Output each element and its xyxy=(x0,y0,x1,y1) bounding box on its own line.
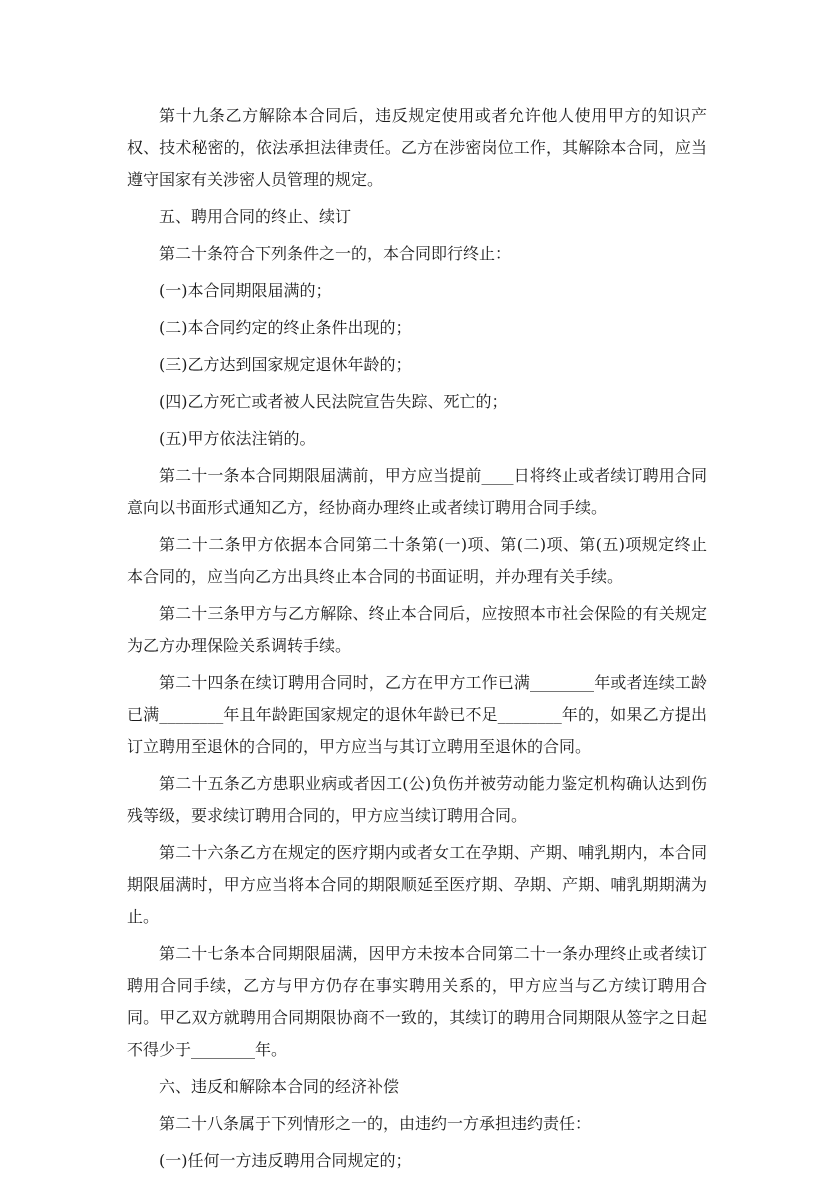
clause-24: 第二十四条在续订聘用合同时，乙方在甲方工作已满________年或者连续工龄已满________年且年龄距国家规定的退休年龄已不足________年的，如果乙方提出订立聘用至退休的合同的，甲方应当与其订立聘用至退休的合同。 xyxy=(127,673,707,756)
clause-27: 第二十七条本合同期限届满，因甲方未按本合同第二十一条办理终止或者续订聘用合同手续，乙方与甲方仍存在事实聘用关系的，甲方应当与乙方续订聘用合同。甲乙双方就聘用合同期限协商不一致的，其续订的聘用合同期限从签字之日起不得少于________年。 xyxy=(127,944,707,1059)
clause-20: 第二十条符合下列条件之一的，本合同即行终止： xyxy=(159,244,512,263)
clause-28: 第二十八条属于下列情形之一的，由违约一方承担违约责任： xyxy=(159,1114,592,1133)
clause-19: 第十九条乙方解除本合同后，违反规定使用或者允许他人使用甲方的知识产权、技术秘密的，依法承担法律责任。乙方在涉密岗位工作，其解除本合同，应当遵守国家有关涉密人员管理的规定。 xyxy=(127,106,707,189)
clause-20-item-5: (五)甲方依法注销的。 xyxy=(159,429,316,448)
clause-20-item-2: (二)本合同约定的终止条件出现的； xyxy=(159,318,412,337)
clause-22: 第二十二条甲方依据本合同第二十条第(一)项、第(二)项、第(五)项规定终止本合同的，应当向乙方出具终止本合同的书面证明，并办理有关手续。 xyxy=(127,535,707,586)
section-heading-6: 六、违反和解除本合同的经济补偿 xyxy=(159,1077,400,1096)
clause-20-item-1: (一)本合同期限届满的； xyxy=(159,281,332,300)
clause-21: 第二十一条本合同期限届满前，甲方应当提前____日将终止或者续订聘用合同意向以书面形式通知乙方，经协商办理终止或者续订聘用合同手续。 xyxy=(127,466,707,517)
clause-25: 第二十五条乙方患职业病或者因工(公)负伤并被劳动能力鉴定机构确认达到伤残等级，要求续订聘用合同的，甲方应当续订聘用合同。 xyxy=(127,774,707,825)
section-heading-5: 五、聘用合同的终止、续订 xyxy=(159,207,352,226)
clause-26: 第二十六条乙方在规定的医疗期内或者女工在孕期、产期、哺乳期内，本合同期限届满时，甲方应当将本合同的期限顺延至医疗期、孕期、产期、哺乳期期满为止。 xyxy=(127,843,707,926)
clause-20-item-4: (四)乙方死亡或者被人民法院宣告失踪、死亡的； xyxy=(159,392,508,411)
clause-23: 第二十三条甲方与乙方解除、终止本合同后，应按照本市社会保险的有关规定为乙方办理保险关系调转手续。 xyxy=(127,604,707,655)
clause-28-item-1: (一)任何一方违反聘用合同规定的； xyxy=(159,1151,412,1170)
clause-20-item-3: (三)乙方达到国家规定退休年龄的； xyxy=(159,355,412,374)
document-body xyxy=(127,100,707,1177)
